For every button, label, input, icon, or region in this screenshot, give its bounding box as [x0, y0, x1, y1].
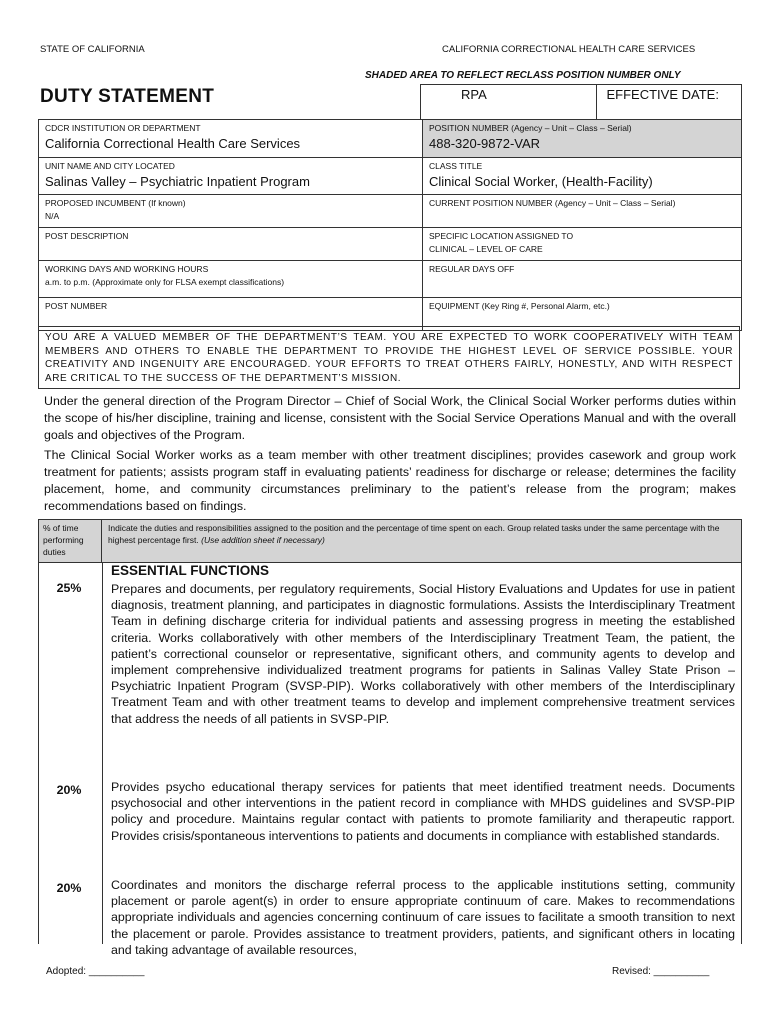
state-label: STATE OF CALIFORNIA — [40, 44, 145, 55]
effective-date-field[interactable]: EFFECTIVE DATE: — [596, 85, 742, 119]
institution-value[interactable]: California Correctional Health Care Services — [45, 136, 301, 151]
pct-time-header: % of time performing duties — [39, 520, 102, 562]
essential-functions-title: ESSENTIAL FUNCTIONS — [111, 563, 270, 578]
institution-label: CDCR INSTITUTION OR DEPARTMENT — [45, 123, 201, 133]
duty-text: Prepares and documents, per regulatory requirements, Social History Evaluations and Updates for use in patient diagnosis, treatment planning, and participates in diagnostic formulations. Assists the Interdisciplinary Treatment Team in defining discharge criteria for individual patients and assessing progress in meeting the established criteria. Works collaboratively with other members of the Interdisciplinary Treatment Team, the patient, the patient’s correctional counselor or representative, significant others, and community agents to develop and implement comprehensive individualized treatment programs for patients in Salinas Valley State Prison – Psychiatric Inpatient Program (SVSP-PIP). Works collaboratively with other members of the Interdisciplinary Treatment Team and with other treatment teams to develop and implement comprehensive treatment services that address the needs of all patients in SVSP-PIP. — [111, 582, 735, 726]
instructions-text: Indicate the duties and responsibilities assigned to the position and the percentage of time spent on each. Group related tasks under the same percentage with the highest percentage first. — [108, 523, 720, 545]
current-position-cell — [423, 195, 741, 227]
intro-paragraph-2: The Clinical Social Worker works as a team member with other treatment disciplines; provides casework and group work treatment for patients; assists program staff in evaluating patients’ readiness for discharge or release; determines the facility placement, home, and community circumstances preliminary to the patient’s release from the program; makes recommendations based on findings. — [44, 448, 736, 513]
revised-field: Revised: __________ — [612, 966, 710, 977]
intro-paragraph-1: Under the general direction of the Program Director – Chief of Social Work, the Clinical Social Worker performs duties within the scope of his/her discipline, training and license, consistent with the Social Service Operations Manual and with the overall goals and objectives of the Program. — [44, 394, 736, 442]
incumbent-cell — [39, 195, 423, 227]
position-number-cell — [423, 120, 741, 157]
post-description-cell — [39, 228, 423, 260]
adopted-field: Adopted: __________ — [46, 966, 145, 977]
specific-location-cell — [423, 228, 741, 260]
specific-location-value[interactable]: CLINICAL – LEVEL OF CARE — [429, 244, 543, 254]
instructions-italic: (Use addition sheet if necessary) — [201, 535, 325, 545]
duty-text: Provides psycho educational therapy services for patients that meet identified treatment needs. Documents psychosocial and other interventions in the patient record in compliance with MHDS guidelines and SVSP-PIP policy and procedure. Maintains regular contact with patients to promote familiarity and therapeutic rapport. Provides crisis/spontaneous interventions to patients and documents in compliance with established standards. — [111, 780, 735, 843]
page-title: DUTY STATEMENT — [40, 86, 215, 107]
duties-table-header — [39, 520, 741, 563]
incumbent-value[interactable]: N/A — [45, 211, 60, 221]
current-position-label: CURRENT POSITION NUMBER (Agency – Unit – Class – Serial) — [429, 198, 676, 208]
working-days-cell — [39, 261, 423, 297]
rpa-effective-box — [420, 84, 742, 120]
class-title-cell — [423, 158, 741, 194]
working-days-label: WORKING DAYS AND WORKING HOURS — [45, 264, 209, 274]
regular-days-off-label: REGULAR DAYS OFF — [429, 264, 515, 274]
post-description-label: POST DESCRIPTION — [45, 231, 129, 241]
duties-table — [38, 519, 742, 957]
equipment-label: EQUIPMENT (Key Ring #, Personal Alarm, etc.) — [429, 301, 610, 311]
duty-percent: 25% — [56, 581, 82, 595]
class-title-label: CLASS TITLE — [429, 161, 483, 171]
duties-instructions — [102, 520, 741, 562]
unit-label: UNIT NAME AND CITY LOCATED — [45, 161, 175, 171]
unit-value[interactable]: Salinas Valley – Psychiatric Inpatient Program — [45, 174, 310, 189]
specific-location-label: SPECIFIC LOCATION ASSIGNED TO — [429, 231, 574, 241]
regular-days-off-cell — [423, 261, 741, 297]
working-days-value[interactable]: a.m. to p.m. (Approximate only for FLSA exempt classifications) — [45, 277, 285, 287]
position-info-grid — [38, 119, 742, 331]
shaded-area-note: SHADED AREA TO REFLECT RECLASS POSITION NUMBER ONLY — [365, 70, 681, 81]
pct-column-divider — [102, 563, 103, 944]
duty-percent: 20% — [56, 881, 82, 895]
duty-percent: 20% — [56, 783, 82, 797]
incumbent-label: PROPOSED INCUMBENT (If known) — [45, 198, 186, 208]
position-number-label: POSITION NUMBER (Agency – Unit – Class – Serial) — [429, 123, 632, 133]
class-title-value[interactable]: Clinical Social Worker, (Health-Facility) — [429, 174, 653, 189]
institution-cell — [39, 120, 423, 157]
valued-member-statement: YOU ARE A VALUED MEMBER OF THE DEPARTMENT’S TEAM. YOU ARE EXPECTED TO WORK COOPERATIVELY WITH TEAM MEMBERS AND OTHERS TO ENABLE THE DEPARTMENT TO PROVIDE THE HIGHEST LEVEL OF SERVICE POSSIBLE. YOUR CREATIVITY AND INGENUITY ARE ENCOURAGED. YOUR EFFORTS TO TREAT OTHERS FAIRLY, HONESTLY, AND WITH RESPECT ARE CRITICAL TO THE SUCCESS OF THE DEPARTMENT’S MISSION. — [38, 326, 740, 389]
duties-body — [39, 563, 741, 957]
rpa-field[interactable]: RPA — [421, 85, 596, 119]
agency-label: CALIFORNIA CORRECTIONAL HEALTH CARE SERVICES — [442, 44, 696, 55]
post-number-label: POST NUMBER — [45, 301, 108, 311]
duty-text: Coordinates and monitors the discharge referral process to the applicable institutions setting, community placement or parole agent(s) in order to ensure appropriate continuum of care. Makes to recommendations appropriate individuals and agencies concerning continuum of care issues to facilitate a smooth transition to next the placement or parole. Provides assistance to treatment providers, patients, and significant others in locating and taking advantage of available resources, — [111, 878, 735, 957]
position-number-value[interactable]: 488-320-9872-VAR — [429, 136, 541, 151]
unit-cell — [39, 158, 423, 194]
